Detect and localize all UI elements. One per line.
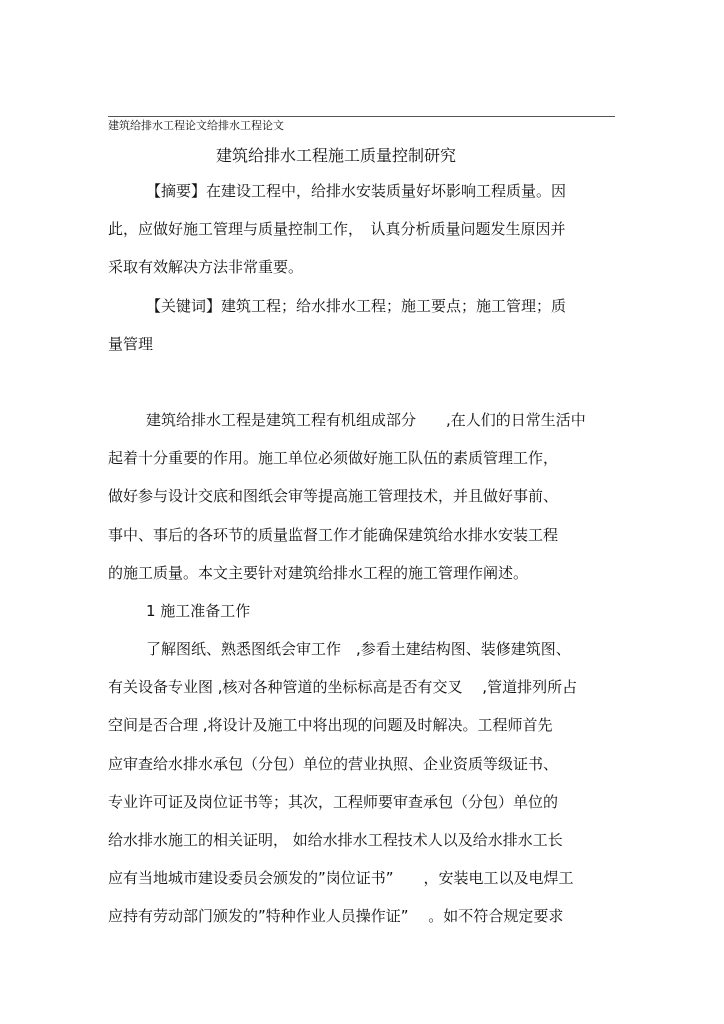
abstract-line: 此，应做好施工管理与质量控制工作， 认真分析质量问题发生原因并 — [108, 220, 566, 238]
body-line: 应审查给水排水承包（分包）单位的营业执照、企业资质等级证书、 — [108, 755, 559, 773]
intro-line: 做好参与设计交底和图纸会审等提高施工管理技术，并且做好事前、 — [108, 487, 559, 505]
abstract-line: 【摘要】在建设工程中，给排水安装质量好坏影响工程质量。因 — [146, 182, 567, 200]
abstract-line: 采取有效解决方法非常重要。 — [108, 258, 304, 276]
intro-line: 事中、事后的各环节的质量监督工作才能确保建筑给水排水安装工程 — [108, 526, 559, 544]
keywords-line: 量管理 — [108, 335, 154, 353]
running-header: 建筑给排水工程论文给排水工程论文 — [108, 119, 284, 132]
body-line: 空间是否合理 ,将设计及施工中将出现的问题及时解决。工程师首先 — [108, 716, 553, 734]
page-title: 建筑给排水工程施工质量控制研究 — [216, 146, 457, 165]
intro-line: 的施工质量。本文主要针对建筑给排水工程的施工管理作阐述。 — [108, 564, 529, 582]
body-line: 有关设备专业图 ,核对各种管道的坐标标高是否有交叉 ,管道排列所占 — [108, 678, 578, 696]
keywords-line: 【关键词】建筑工程；给水排水工程；施工要点；施工管理；质 — [146, 297, 567, 315]
header-rule — [108, 116, 615, 117]
intro-line: 起着十分重要的作用。施工单位必须做好施工队伍的素质管理工作， — [108, 449, 559, 467]
body-line: 应有当地城市建设委员会颁发的”岗位证书” ，安装电工以及电焊工 — [108, 869, 574, 887]
section-heading: 1 施工准备工作 — [146, 602, 251, 620]
body-line: 了解图纸、熟悉图纸会审工作 ,参看土建结构图、装修建筑图、 — [146, 640, 571, 658]
body-line: 专业许可证及岗位证书等；其次，工程师要审查承包（分包）单位的 — [108, 793, 559, 811]
body-line: 应持有劳动部门颁发的”特种作业人员操作证” 。如不符合规定要求 — [108, 907, 564, 925]
intro-line: 建筑给排水工程是建筑工程有机组成部分 ,在人们的日常生活中 — [146, 411, 586, 429]
body-line: 给水排水施工的相关证明， 如给水排水工程技术人以及给水排水工长 — [108, 831, 563, 849]
